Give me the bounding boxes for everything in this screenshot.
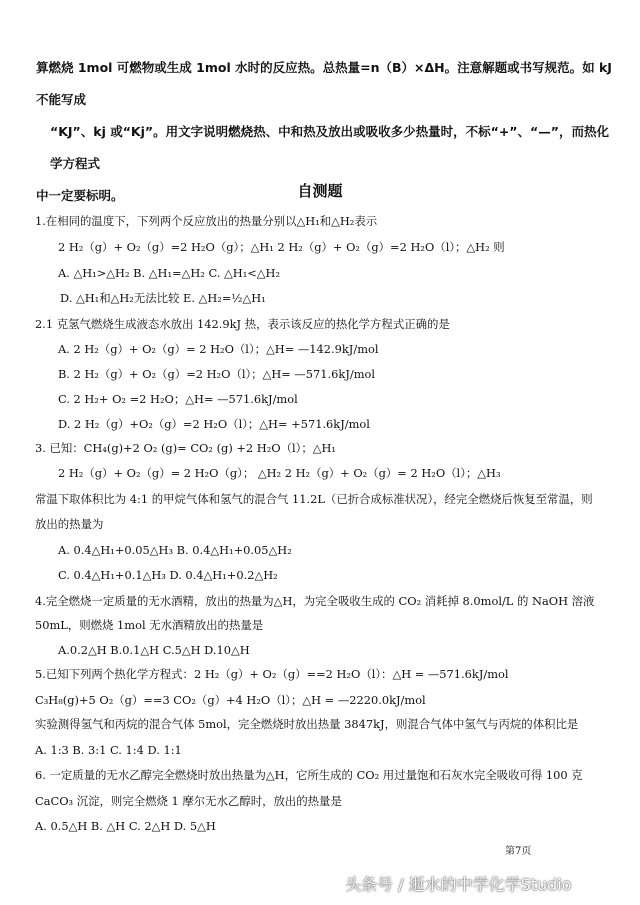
question-5-body: 实验测得氢气和丙烷的混合气体 5mol，完全燃烧时放出热量 3847kJ，则混合气体中氢气与丙烷的体积比是 xyxy=(35,717,579,731)
question-4-options: A.0.2△H B.0.1△H C.5△H D.10△H xyxy=(58,643,250,657)
question-2-option: D. 2 H₂（g）+O₂（g）=2 H₂O（l）；△H= +571.6kJ/mol xyxy=(58,417,370,431)
page-number: 第7页 xyxy=(505,846,532,857)
question-3-body: 放出的热量为 xyxy=(35,517,104,531)
question-3-body: 常温下取体积比为 4:1 的甲烷气体和氢气的混合气 11.2L（已折合成标准状况），经完全燃烧后恢复至常温，则 xyxy=(35,492,593,506)
intro-line: 中一定要标明。 xyxy=(36,188,124,203)
question-1-equations: 2 H₂（g）+ O₂（g）=2 H₂O（g）；△H₁ 2 H₂（g）+ O₂（g）=2 H₂O（l）；△H₂ 则 xyxy=(58,240,505,254)
question-2: 2.1 克氢气燃烧生成液态水放出 142.9kJ 热，表示该反应的热化学方程式正确的是 xyxy=(35,317,450,331)
question-5: 5.已知下列两个热化学方程式：2 H₂（g）+ O₂（g）==2 H₂O（l）：△H = —571.6kJ/mol xyxy=(35,667,509,681)
question-4: 4.完全燃烧一定质量的无水酒精，放出的热量为△H，为完全吸收生成的 CO₂ 消耗掉 8.0mol/L 的 NaOH 溶液 xyxy=(35,594,595,608)
watermark: 头条号 / 逝水的中学化学Studio xyxy=(345,875,572,894)
question-6-body: CaCO₃ 沉淀，则完全燃烧 1 摩尔无水乙醇时，放出的热量是 xyxy=(35,794,342,808)
question-6: 6. 一定质量的无水乙醇完全燃烧时放出热量为△H，它所生成的 CO₂ 用过量饱和石灰水完全吸收可得 100 克 xyxy=(35,768,583,782)
question-1-options: D. △H₁和△H₂无法比较 E. △H₂=½△H₁ xyxy=(60,291,266,305)
section-title: 自测题 xyxy=(297,182,343,200)
question-3: 3. 已知：CH₄(g)+2 O₂ (g)= CO₂ (g) +2 H₂O（l）；△H₁ xyxy=(35,441,337,455)
question-3-equations: 2 H₂（g）+ O₂（g）= 2 H₂O（g）； △H₂ 2 H₂（g）+ O₂（g）= 2 H₂O（l）；△H₃ xyxy=(58,466,501,480)
question-5-equation: C₃H₈(g)+5 O₂（g）==3 CO₂（g）+4 H₂O（l）；△H = —2220.0kJ/mol xyxy=(35,693,426,707)
question-1: 1.在相同的温度下，下列两个反应放出的热量分别以△H₁和△H₂表示 xyxy=(35,214,378,228)
intro-line: 算燃烧 1mol 可燃物或生成 1mol 水时的反应热。总热量=n（B）×ΔH。注意解题或书写规范。如 kJ 不能写成 xyxy=(36,60,612,107)
question-1-options: A. △H₁>△H₂ B. △H₁=△H₂ C. △H₁<△H₂ xyxy=(58,266,281,280)
question-4-body: 50mL，则燃烧 1mol 无水酒精放出的热量是 xyxy=(35,618,264,632)
question-3-options: C. 0.4△H₁+0.1△H₃ D. 0.4△H₁+0.2△H₂ xyxy=(58,568,278,582)
question-2-option: C. 2 H₂+ O₂ =2 H₂O；△H= —571.6kJ/mol xyxy=(58,392,298,406)
question-2-option: A. 2 H₂（g）+ O₂（g）= 2 H₂O（l）；△H= —142.9kJ/mol xyxy=(58,342,379,356)
question-6-options: A. 0.5△H B. △H C. 2△H D. 5△H xyxy=(35,819,216,833)
question-2-option: B. 2 H₂（g）+ O₂（g）=2 H₂O（l）；△H= —571.6kJ/mol xyxy=(58,367,376,381)
intro-line: “KJ”、kj 或“Kj”。用文字说明燃烧热、中和热及放出或吸收多少热量时，不标“+”、“—”，而热化学方程式 xyxy=(50,124,609,171)
question-3-options: A. 0.4△H₁+0.05△H₃ B. 0.4△H₁+0.05△H₂ xyxy=(58,543,292,557)
question-5-options: A. 1:3 B. 3:1 C. 1:4 D. 1:1 xyxy=(35,743,182,757)
